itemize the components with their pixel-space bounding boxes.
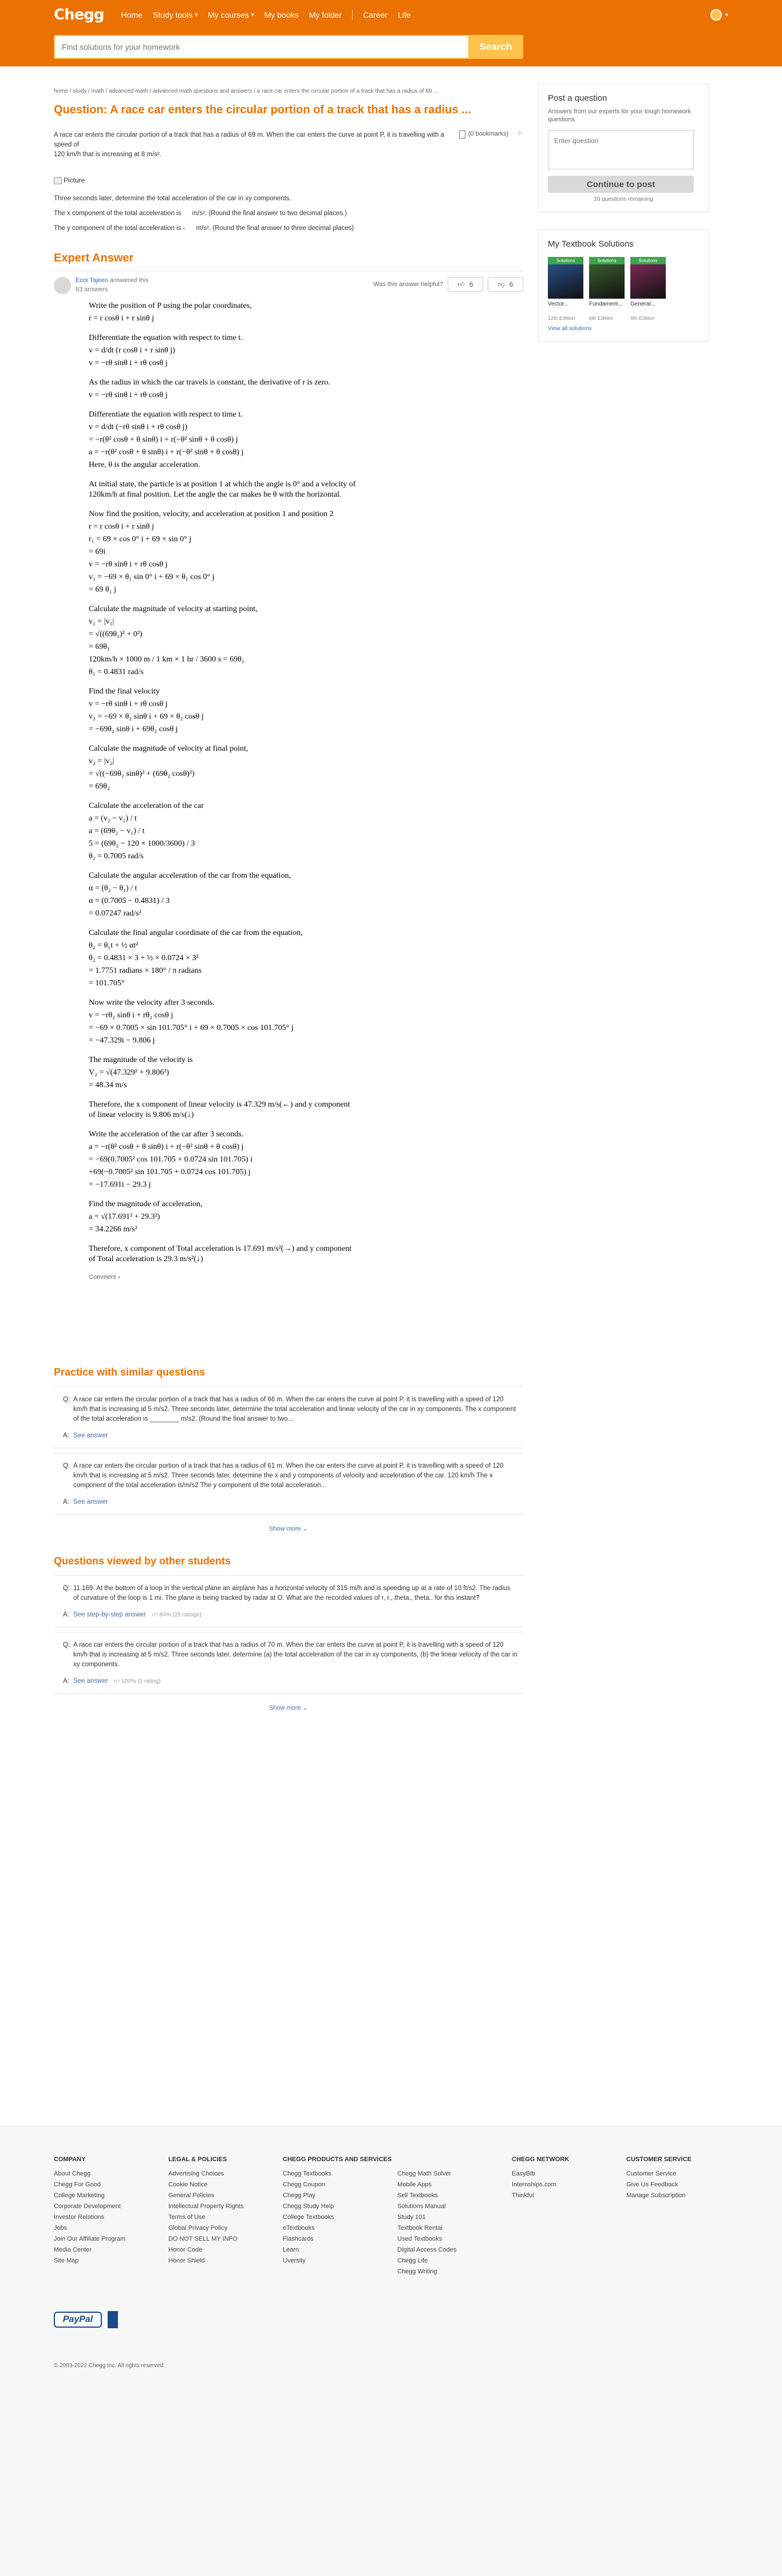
textbook-item[interactable] xyxy=(630,257,666,321)
step-equation: 5 = (69θ₂ − 120 × 1000/3600) / 3 xyxy=(89,839,195,848)
solution-step xyxy=(89,333,358,368)
show-more-button[interactable]: Show more ⌄ xyxy=(269,1705,308,1711)
question-row[interactable] xyxy=(54,1584,523,1603)
book-cover xyxy=(548,264,583,299)
step-equation: = 69θ₁ xyxy=(89,643,110,651)
question-preview: A race car enters the circular portion of a track that has a radius of 61 m. When the car enters the curve at point P, it is travelling with a speed of 120 km/h that is increasing at 5 m/s2. Three seconds later, determine the x and y components of velocity and acceleration of the car. 120 km/h The x component of the total acceleration is/m/s2 The y component of the total acceleration... xyxy=(73,1463,504,1489)
step-equation: = 101.705° xyxy=(89,979,125,988)
footer-link[interactable]: Digital Access Codes xyxy=(397,2246,457,2253)
step-text: At initial state, the particle is at position 1 at which the angle is 0° and a velocity of 120km/h at final position. Let the angle the car makes be θ with the horizontal. xyxy=(89,480,356,499)
book-cover xyxy=(630,264,666,299)
bookmark-control[interactable]: (0 bookmarks) ⚐ xyxy=(459,129,523,139)
footer-network: CHEGG NETWORK EasyBib Internships.com Thinkful xyxy=(512,2154,626,2277)
footer-link[interactable]: Customer Service xyxy=(626,2170,677,2177)
footer-link[interactable]: College Textbooks xyxy=(283,2214,334,2221)
q-label: Q: xyxy=(63,1396,70,1403)
step-equation: v₂ = −69 × θ₂ sinθ i + 69 × θ₂ cosθ j xyxy=(89,712,204,721)
footer-link[interactable]: College Marketing xyxy=(54,2192,105,2199)
step-text: Differentiate the equation with respect to time t. xyxy=(89,410,243,419)
footer-link[interactable]: Chegg Textbooks xyxy=(283,2170,331,2177)
see-answer-link[interactable]: See answer xyxy=(73,1499,108,1505)
solution-step xyxy=(89,1130,358,1190)
step-equation: V₂ = √(47.329² + 9.806²) xyxy=(89,1068,169,1077)
search-button[interactable]: Search xyxy=(468,35,523,59)
step-text: Write the position of P using the polar coordinates, xyxy=(89,302,252,310)
question-body xyxy=(54,130,523,236)
step-equation: = −17.691i − 29.3 j xyxy=(89,1180,151,1189)
question-x-line: The x component of the total acceleration is m/s². (Round the final answer to two decimal places.) xyxy=(54,210,347,217)
questions-remaining: 20 questions remaining xyxy=(594,196,653,203)
chevron-down-icon: ▾ xyxy=(725,11,728,18)
step-equation: = 69i xyxy=(89,548,106,556)
step-text: Calculate the angular acceleration of the car from the equation, xyxy=(89,871,291,880)
footer-service: CUSTOMER SERVICE Customer Service Give Us Feedback Manage Subscription xyxy=(626,2154,741,2277)
q-label: Q: xyxy=(63,1463,70,1469)
footer-link[interactable]: General Policies xyxy=(168,2192,215,2199)
textbook-item[interactable] xyxy=(589,257,625,321)
step-equation: a = (v₂ − v₁) / t xyxy=(89,814,137,823)
footer-link[interactable]: Give Us Feedback xyxy=(626,2181,678,2188)
step-text: Write the acceleration of the car after 3 seconds. xyxy=(89,1130,244,1139)
account-menu[interactable] xyxy=(710,9,728,21)
step-equation: v = −rθ sinθ i + rθ cosθ j xyxy=(89,359,168,367)
nav-divider xyxy=(352,10,353,20)
footer-link[interactable]: Chegg For Good xyxy=(54,2181,101,2188)
footer-link[interactable]: Cookie Notice xyxy=(168,2181,208,2188)
question-picture: Picture xyxy=(54,176,523,185)
view-all-link[interactable]: View all solutions xyxy=(548,326,592,332)
list-item xyxy=(54,1453,523,1519)
answer-row xyxy=(54,1431,523,1448)
step-equation: = −r(θ² cosθ + θ sinθ) i + r(−θ² sinθ + θ cosθ) j xyxy=(89,435,238,444)
step-text: As the radius in which the car travels is constant, the derivative of r is zero. xyxy=(89,378,330,387)
bookmark-icon xyxy=(459,130,465,138)
search-bar xyxy=(0,30,782,66)
top-navbar xyxy=(0,0,782,30)
book-title: General... xyxy=(630,301,655,307)
solution-step xyxy=(89,1199,358,1235)
step-equation: v = −rθ sinθ i + rθ cosθ j xyxy=(89,560,168,569)
footer-link[interactable]: Thinkful xyxy=(512,2192,534,2199)
search-input[interactable] xyxy=(54,35,468,59)
solution-step xyxy=(89,928,358,989)
answerer-info: Ecoi Tajeeo answered this 83 answers Was this answer helpful? 👍︎ 6 👎︎ 6 xyxy=(54,277,523,294)
see-answer-link[interactable]: See answer xyxy=(73,1678,108,1685)
list-item xyxy=(54,1632,523,1698)
step-equation: α = (θ₂ − θ₁) / t xyxy=(89,884,137,893)
footer-link[interactable]: Textbook Rental xyxy=(397,2225,443,2232)
question-row[interactable] xyxy=(54,1395,523,1424)
solution-step xyxy=(89,744,358,792)
thumbs-down-icon: 👎︎ xyxy=(497,280,505,288)
thumbs-up-button[interactable]: 👍︎ 6 xyxy=(448,277,483,292)
breadcrumb[interactable]: home / study / math / advanced math / advanced math questions and answers / a race car enters the circular portion of a track that has a radius of 69 ... xyxy=(54,88,439,94)
book-edition: 12th Edition xyxy=(548,315,575,321)
solution-steps xyxy=(89,301,358,1265)
practice-section xyxy=(54,1366,523,1532)
question-preview: A race car enters the circular portion of a track that has a radius of 66 m. When the car enters the curve at point P, it is travelling with a speed of 120 km/h that is increasing at 5 m/s2. Three seconds later, determine the total acceleration and linear velocity of the car in xy components. The x component of the total acceleration is ________ m/s2. (Round the final answer to two... xyxy=(73,1396,516,1422)
step-text: Calculate the final angular coordinate of the car from the equation, xyxy=(89,929,303,937)
see-answer-link[interactable]: See step-by-step answer xyxy=(73,1611,147,1618)
step-equation: v = d/dt (−rθ sinθ i + rθ cosθ j) xyxy=(89,423,188,431)
helpful-vote: Was this answer helpful? 👍︎ 6 👎︎ 6 xyxy=(373,277,523,292)
step-equation: = 48.34 m/s xyxy=(89,1081,127,1089)
textbook-card xyxy=(538,229,709,342)
step-text: Now find the position, velocity, and acceleration at position 1 and position 2 xyxy=(89,510,334,518)
footer-link[interactable]: Corporate Development xyxy=(54,2203,121,2210)
answerer-avatar xyxy=(54,277,71,294)
footer-link[interactable]: Manage Subscription xyxy=(626,2192,686,2199)
list-item xyxy=(54,1386,523,1453)
viewed-heading: Questions viewed by other students xyxy=(54,1555,231,1567)
sidebar xyxy=(538,84,709,342)
footer-link[interactable]: Learn xyxy=(283,2246,299,2253)
step-equation: a = (69θ₂ − v₁) / t xyxy=(89,827,145,835)
footer-link[interactable]: Global Privacy Policy xyxy=(168,2225,228,2232)
footer xyxy=(0,2126,782,2576)
payment-badges xyxy=(54,2311,118,2328)
footer-link[interactable]: Investor Relations xyxy=(54,2214,105,2221)
answer-row xyxy=(54,1497,523,1515)
footer-link[interactable]: eTextbooks xyxy=(283,2225,315,2232)
thumbs-up-icon: 👍︎ xyxy=(457,280,465,288)
textbook-title: My Textbook Solutions xyxy=(548,239,634,249)
footer-link[interactable]: Sell Textbooks xyxy=(397,2192,438,2199)
solution-step xyxy=(89,479,358,500)
nav-study-tools[interactable]: Study tools ▾ xyxy=(152,10,198,19)
solution-step xyxy=(89,509,358,595)
answer-row xyxy=(54,1610,523,1627)
step-equation: = −47.329i − 9.806 j xyxy=(89,1036,155,1045)
main-content xyxy=(54,84,523,1711)
solutions-tag: Solutions xyxy=(548,257,583,264)
step-text: Calculate the magnitude of velocity at final point, xyxy=(89,744,248,753)
expert-answer-heading: Expert Answer xyxy=(54,252,523,271)
book-edition: 4th Edition xyxy=(630,315,655,321)
footer-link[interactable]: Internships.com xyxy=(512,2181,556,2188)
footer-link[interactable]: About Chegg xyxy=(54,2170,91,2177)
chegg-logo[interactable]: Chegg xyxy=(54,6,104,23)
step-text: The magnitude of the velocity is xyxy=(89,1056,193,1064)
step-text: Calculate the acceleration of the car xyxy=(89,802,204,810)
step-equation: = 34.2266 m/s² xyxy=(89,1225,137,1234)
footer-link[interactable]: Honor Shield xyxy=(168,2257,205,2264)
question-field[interactable] xyxy=(548,130,694,169)
continue-to-post-button[interactable]: Continue to post xyxy=(548,176,694,193)
step-text: Differentiate the equation with respect to time t. xyxy=(89,334,243,342)
a-label: A: xyxy=(63,1499,69,1505)
solution-step xyxy=(89,801,358,862)
nav-my-books[interactable]: My books xyxy=(264,10,299,19)
solution-step xyxy=(89,998,358,1046)
step-equation: r₁ = 69 × cos 0° i + 69 × sin 0° j xyxy=(89,535,192,544)
book-edition: 6th Edition xyxy=(589,315,614,321)
answer-count: 83 answers xyxy=(76,286,108,293)
practice-heading: Practice with similar questions xyxy=(54,1366,206,1378)
answerer-name[interactable]: Ecoi Tajeeo xyxy=(76,277,108,284)
post-question-subtitle: Answers from our experts for your tough homework questions xyxy=(548,108,692,123)
footer-link[interactable]: Chegg Coupon xyxy=(283,2181,326,2188)
step-equation: = −69(0.7005² cos 101.705 + 0.0724 sin 101.705) i xyxy=(89,1155,253,1164)
nav-my-folder[interactable]: My folder xyxy=(309,10,342,19)
solution-step xyxy=(89,1055,358,1091)
rating-badge: 👍︎ 100% (1 rating) xyxy=(113,1678,161,1685)
solution-step xyxy=(89,687,358,735)
list-item xyxy=(54,1575,523,1632)
question-preview: A race car enters the circular portion of a track that has a radius of 70 m. When the car enters the curve at point P, it is travelling with a speed of 120 km/h that is increasing at 5 m/s2. Three seconds later, determine (a) the total acceleration of the car in xy components, (b) the linear velocity of the car in xy components. xyxy=(73,1642,518,1668)
chevron-down-icon: ▾ xyxy=(251,11,254,18)
footer-link[interactable]: Used Textbooks xyxy=(397,2236,443,2242)
step-text: Calculate the magnitude of velocity at starting point, xyxy=(89,605,258,613)
footer-link[interactable]: Honor Code xyxy=(168,2246,203,2253)
footer-link[interactable]: Chegg Life xyxy=(397,2257,428,2264)
post-question-title: Post a question xyxy=(548,93,607,103)
step-equation: = √((−69θ₂ sinθ)² + (69θ₂ cosθ)²) xyxy=(89,770,195,778)
step-equation: θ₁ = 0.4831 rad/s xyxy=(89,668,144,676)
step-equation: v = −rθ sinθ i + rθ cosθ j xyxy=(89,700,168,708)
question-speed: 120 km/h that is increasing at 8 m/s². xyxy=(54,151,161,158)
step-equation: = −69θ₂ sinθ i + 69θ₂ cosθ j xyxy=(89,725,178,734)
step-text: Now write the velocity after 3 seconds. xyxy=(89,998,215,1007)
step-equation: v₁ = |v₁| xyxy=(89,617,114,626)
question-y-line: The y component of the total acceleration is - m/s². (Round the final answer to three decimal places) xyxy=(54,225,354,232)
step-equation: θ₂ = θ₁t + ½ αt² xyxy=(89,941,139,950)
book-title: Vector... xyxy=(548,301,569,307)
step-equation: = 69θ₂ xyxy=(89,782,110,791)
step-equation: r = r cosθ i + r sinθ j xyxy=(89,522,154,531)
footer-link[interactable]: Chegg Math Solver xyxy=(397,2170,452,2177)
footer-link[interactable]: Mobile Apps xyxy=(397,2181,432,2188)
solution-step xyxy=(89,301,358,324)
solutions-tag: Solutions xyxy=(589,257,625,264)
step-text: Find the magnitude of acceleration, xyxy=(89,1200,203,1208)
thumbs-down-button[interactable]: 👎︎ 6 xyxy=(488,277,523,292)
book-cover xyxy=(589,264,625,299)
step-equation: v = −rθ₂ sinθ i + rθ₂ cosθ j xyxy=(89,1011,173,1020)
nav-life[interactable]: Life xyxy=(398,10,411,19)
q-label: Q: xyxy=(63,1642,70,1648)
step-equation: a = −r(θ² cosθ + θ sinθ) i + r(−θ² sinθ + θ cosθ) j xyxy=(89,448,244,457)
step-equation: α = (0.7005 − 0.4831) / 3 xyxy=(89,897,170,905)
footer-link[interactable]: Intellectual Property Rights xyxy=(168,2203,244,2210)
footer-products: CHEGG PRODUCTS AND SERVICES Chegg Textbooks Chegg Coupon Chegg Play Chegg Study Help College Textbooks eTextbooks Flashcards Learn Uversity Chegg Math Solver Mobile Apps Sell Textbooks Solutions Manual Study 101 Textbook Rental Used Textbooks Digital Access Codes Chegg Life Chegg Writing xyxy=(283,2154,512,2277)
step-equation: = 1.7751 radians × 180° / π radians xyxy=(89,966,202,975)
copyright: © 2003-2022 Chegg Inc. All rights reserved. xyxy=(54,2363,165,2369)
a-label: A: xyxy=(63,1611,69,1618)
question-title: Question: A race car enters the circular portion of a track that has a radius ... xyxy=(54,104,471,116)
step-equation: Here, θ is the angular acceleration. xyxy=(89,461,200,469)
footer-link[interactable]: Solutions Manual xyxy=(397,2203,446,2210)
step-equation: = 0.07247 rad/s² xyxy=(89,909,141,918)
solution-step xyxy=(89,1100,358,1120)
footer-link[interactable]: Chegg Play xyxy=(283,2192,315,2199)
step-text: Therefore, the x component of linear velocity is 47.329 m/s(←) and y component of linear velocity is 9.806 m/s(↓) xyxy=(89,1100,350,1119)
q-label: Q: xyxy=(63,1585,70,1592)
a-label: A: xyxy=(63,1678,69,1685)
avatar xyxy=(710,9,722,21)
solution-step xyxy=(89,604,358,677)
textbook-item[interactable] xyxy=(548,257,583,321)
see-answer-link[interactable]: See answer xyxy=(73,1432,108,1439)
step-equation: r = r cosθ i + r sinθ j xyxy=(89,314,154,323)
step-equation: a = √(17.691² + 29.3²) xyxy=(89,1212,160,1221)
footer-company: COMPANY About Chegg Chegg For Good College Marketing Corporate Development Investor Relations Jobs Join Our Affiliate Program Media Center Site Map xyxy=(54,2154,168,2277)
a-label: A: xyxy=(63,1432,69,1439)
footer-link[interactable]: Uversity xyxy=(283,2257,306,2264)
paypal-logo: PayPal xyxy=(54,2312,102,2328)
answer-row xyxy=(54,1677,523,1694)
step-equation: = −69 × 0.7005 × sin 101.705° i + 69 × 0.7005 × cos 101.705° j xyxy=(89,1024,294,1032)
show-more-button[interactable]: Show more ⌄ xyxy=(269,1525,308,1532)
step-equation: θ₂ = 0.7005 rad/s xyxy=(89,852,144,861)
rating-badge: 👍︎ 84% (25 ratings) xyxy=(152,1612,202,1618)
footer-link[interactable]: EasyBib xyxy=(512,2170,535,2177)
footer-link[interactable]: DO NOT SELL MY INFO xyxy=(168,2236,238,2242)
book-title: Fundament... xyxy=(589,301,623,307)
bbb-badge[interactable] xyxy=(108,2311,118,2328)
step-equation: v = −rθ sinθ i + rθ cosθ j xyxy=(89,391,168,399)
footer-link[interactable]: Study 101 xyxy=(397,2214,426,2221)
step-text: Find the final velocity xyxy=(89,687,160,696)
nav-career[interactable]: Career xyxy=(363,10,388,19)
solution-step xyxy=(89,871,358,919)
solution-step xyxy=(89,1244,358,1265)
flag-icon[interactable]: ⚐ xyxy=(518,130,523,137)
step-equation: = 69 θ₁ j xyxy=(89,585,116,594)
step-equation: v₂ = |v₂| xyxy=(89,757,114,766)
footer-link[interactable]: Advertising Choices xyxy=(168,2170,224,2177)
step-equation: +69(−0.7005² sin 101.705 + 0.0724 cos 101.705) j xyxy=(89,1168,251,1176)
footer-link[interactable]: Flashcards xyxy=(283,2236,314,2242)
broken-image-icon xyxy=(54,177,62,184)
question-prompt: Three seconds later, determine the total acceleration of the car in xy components. xyxy=(54,195,291,202)
solutions-tag: Solutions xyxy=(630,257,666,264)
footer-link[interactable]: Media Center xyxy=(54,2246,92,2253)
question-row[interactable] xyxy=(54,1640,523,1670)
nav-home[interactable]: Home xyxy=(121,10,143,19)
footer-legal: LEGAL & POLICIES Advertising Choices Cookie Notice General Policies Intellectual Property Rights Terms of Use Global Privacy Policy DO NOT SELL MY INFO Honor Code Honor Shield xyxy=(168,2154,283,2277)
solution-step xyxy=(89,378,358,401)
footer-link[interactable]: Jobs xyxy=(54,2225,68,2232)
footer-link[interactable]: Join Our Affiliate Program xyxy=(54,2236,126,2242)
solution-step xyxy=(89,410,358,470)
footer-link[interactable]: Terms of Use xyxy=(168,2214,206,2221)
step-equation: = √((69θ₁)² + 0²) xyxy=(89,630,143,639)
footer-link[interactable]: Chegg Study Help xyxy=(283,2203,334,2210)
chevron-down-icon: ▾ xyxy=(195,11,198,18)
step-equation: 120km/h × 1000 m / 1 km × 1 hr / 3600 s = 69θ₁ xyxy=(89,655,244,664)
viewed-section xyxy=(54,1555,523,1711)
comment-link[interactable]: Comment › xyxy=(89,1274,120,1281)
question-text: A race car enters the circular portion of a track that has a radius of 69 m. When the car enters the curve at point P, it is travelling with a speed of xyxy=(54,132,444,148)
step-equation: θ₂ = 0.4831 × 3 + ½ × 0.0724 × 3² xyxy=(89,954,199,962)
nav-my-courses[interactable]: My courses ▾ xyxy=(208,10,254,19)
footer-link[interactable]: Site Map xyxy=(54,2257,79,2264)
step-equation: v = d/dt (r cosθ i + r sinθ j) xyxy=(89,346,175,355)
step-equation: v₁ = −69 × θ₁ sin 0° i + 69 × θ₁ cos 0° j xyxy=(89,573,215,581)
post-question-card xyxy=(538,84,709,212)
question-row[interactable] xyxy=(54,1461,523,1491)
question-preview: 11.169: At the bottom of a loop in the vertical plane an airplane has a horizontal velocity of 315 mi/h and is speeding up at a rate of 10 ft/s2. The radius of curvature of the loop is 1 mi. The plane is being tracked by radar at O. What are the recorded values of r, r., theta., theta.. for this instant? xyxy=(73,1585,511,1602)
footer-link[interactable]: Chegg Writing xyxy=(397,2268,437,2275)
step-text: Therefore, x component of Total acceleration is 17.691 m/s²(→) and y component of Total acceleration is 29.3 m/s²(↓) xyxy=(89,1245,351,1263)
step-equation: a = −r(θ² cosθ + θ sinθ) i + r(−θ² sinθ + θ cosθ) j xyxy=(89,1143,244,1151)
